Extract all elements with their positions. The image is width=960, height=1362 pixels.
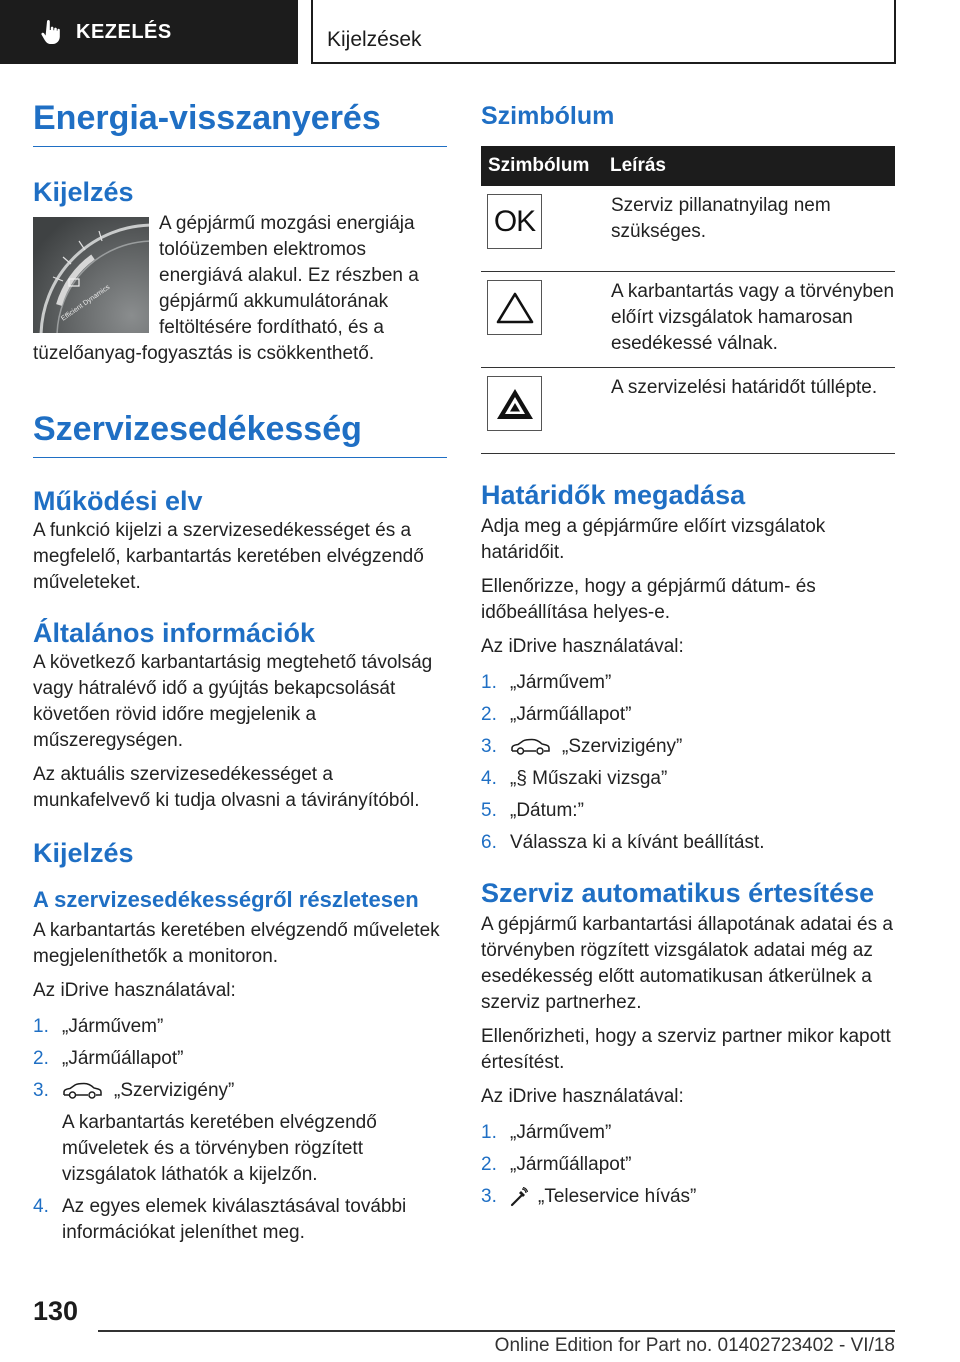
list-item: 2. „Járműállapot”	[481, 704, 632, 725]
list-item: 3. „Szervizigény”	[481, 736, 683, 757]
table-header-symbol: Szimbólum	[481, 146, 605, 186]
chapter-label: Kijelzések	[327, 28, 422, 51]
efficient-dynamics-gauge-image	[33, 217, 149, 333]
list-item: 5. „Dátum:”	[481, 800, 584, 821]
warning-triangle-filled-icon	[487, 376, 542, 431]
how-it-works-text: A funkció kijelzi a szervizesedékességet és a megfelelő, karbantartás keretében elvégzendő műveleteket.	[33, 520, 424, 593]
deadline-heading: Határidők megadása	[481, 480, 746, 510]
deadline-steps-list	[481, 670, 895, 856]
svg-text:Efficient Dynamics: Efficient Dynamics	[60, 283, 112, 323]
table-row	[481, 186, 895, 272]
left-column	[33, 96, 447, 1246]
list-item: 3. „Teleservice hívás”	[481, 1186, 697, 1207]
general-info-heading: Általános információk	[33, 618, 316, 648]
deadline-text-2: Ellenőrizze, hogy a gépjármű dátum- és időbeállítása helyes-e.	[481, 576, 816, 623]
list-item: 1. „Járművem”	[481, 672, 612, 693]
symbol-description: A karbantartás vagy a törvényben előírt vizsgálatok hamarosan esedékessé válnak.	[605, 272, 895, 368]
car-icon	[510, 738, 550, 756]
symbol-description: Szerviz pillanatnyilag nem szükséges.	[605, 186, 895, 272]
footer-divider	[98, 1330, 895, 1332]
auto-notify-text-1: A gépjármű karbantartási állapotának adatai és a törvényben rögzített vizsgálatok adatai még az esedékesség előtt automatikusan átkerülnek a szerviz partnerhez.	[481, 914, 893, 1013]
list-item: 1. „Járművem”	[33, 1016, 164, 1037]
symbol-description: A szervizelési határidőt túllépte.	[605, 368, 895, 454]
table-row	[481, 272, 895, 368]
page-number: 130	[33, 1296, 79, 1326]
table-header-description: Leírás	[605, 146, 895, 186]
detail-text: A karbantartás keretében elvégzendő műveletek megjeleníthetők a monitoron.	[33, 920, 440, 967]
list-item: 2. „Járműállapot”	[33, 1048, 184, 1069]
edition-note: Online Edition for Part no. 01402723402 - VI/18	[494, 1335, 895, 1356]
energy-display-heading: Kijelzés	[33, 177, 134, 207]
energy-heading: Energia-visszanyerés	[33, 96, 447, 147]
auto-notify-text-2: Ellenőrizheti, hogy a szerviz partner mikor kapott értesítést.	[481, 1026, 891, 1073]
hand-pointer-icon	[40, 20, 60, 44]
auto-idrive-label: Az iDrive használatával:	[481, 1086, 684, 1107]
antenna-wrench-icon	[510, 1187, 528, 1207]
deadline-idrive-label: Az iDrive használatával:	[481, 636, 684, 657]
step-3-note: A karbantartás keretében elvégzendő műveletek és a törvényben rögzített vizsgálatok láthatók a kijelzőn.	[62, 1112, 377, 1185]
header-section-tab	[0, 0, 298, 64]
header-chapter-box	[311, 0, 896, 64]
display-heading: Kijelzés	[33, 838, 134, 868]
right-column	[481, 96, 895, 1210]
general-info-text-2: Az aktuális szervizesedékességet a munkafelvevő ki tudja olvasni a távirányítóból.	[33, 764, 420, 811]
list-item: 2. „Járműállapot”	[481, 1154, 632, 1175]
service-heading: Szervizesedékesség	[33, 407, 447, 458]
list-item: 1. „Járművem”	[481, 1122, 612, 1143]
symbol-table	[481, 146, 895, 454]
deadline-text-1: Adja meg a gépjárműre előírt vizsgálatok határidőit.	[481, 516, 826, 563]
list-item: 4. „§ Műszaki vizsga”	[481, 768, 668, 789]
section-label: KEZELÉS	[76, 20, 172, 43]
warning-triangle-icon	[487, 280, 542, 335]
gauge-illustration	[33, 217, 149, 333]
general-info-text-1: A következő karbantartásig megtehető távolság vagy hátralévő idő a gyújtás bekapcsolását követően rövid időre megjelenik a műszeregységen.	[33, 652, 433, 751]
list-item: 4. Az egyes elemek kiválasztásával további információkat jeleníthet meg.	[33, 1196, 407, 1243]
energy-text: A gépjármű mozgási energiája tolóüzemben elektromos energiává alakul. Ez részben a gépjármű akkumulátorának feltöltésére fordítható, és a tüzelőanyag-fogyasztás is csökkenthető.	[33, 213, 419, 364]
detail-heading: A szervizesedékességről részletesen	[33, 887, 419, 912]
how-it-works-heading: Működési elv	[33, 486, 203, 516]
auto-notify-steps-list	[481, 1120, 895, 1210]
detail-steps-list	[33, 1014, 447, 1246]
list-item: 3. „Szervizigény” A karbantartás keretében elvégzendő műveletek és a törvényben rögzített vizsgálatok láthatók a kijelzőn.	[33, 1078, 447, 1188]
car-icon	[62, 1082, 102, 1100]
auto-notify-heading: Szerviz automatikus értesítése	[481, 878, 875, 908]
table-row	[481, 368, 895, 454]
idrive-label: Az iDrive használatával:	[33, 980, 236, 1001]
ok-icon: OK	[487, 194, 542, 249]
symbol-heading: Szimbólum	[481, 102, 615, 130]
list-item: 6. Válassza ki a kívánt beállítást.	[481, 832, 765, 853]
